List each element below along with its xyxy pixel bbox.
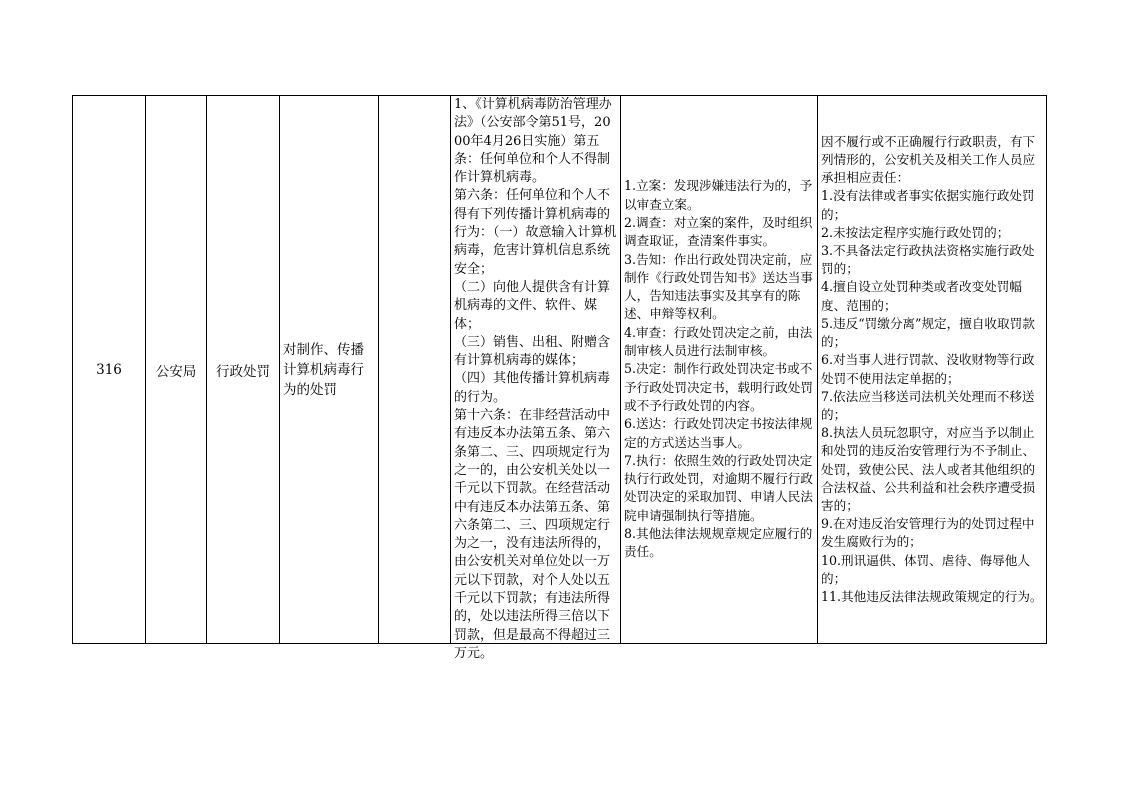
basis-paragraph: （二）向他人提供含有计算机病毒的文件、软件、媒体； xyxy=(454,279,611,332)
process-cell xyxy=(621,96,818,644)
liability-item: 9.在对违反治安管理行为的处罚过程中发生腐败行为的； xyxy=(821,516,1035,550)
sub-item-cell xyxy=(379,96,451,644)
process-step: 1.立案：发现涉嫌违法行为的，予以审查立案。 xyxy=(624,178,813,212)
table-row xyxy=(73,96,1047,644)
process-step: 8.其他法律法规规章规定应履行的责任。 xyxy=(624,526,813,560)
liability-item: 3.不具备法定行政执法资格实施行政处罚的； xyxy=(821,243,1035,277)
process-step: 2.调查：对立案的案件，及时组织调查取证，查清案件事实。 xyxy=(624,214,813,249)
item-name-text: 对制作、传播计算机病毒行为的处罚 xyxy=(283,341,364,398)
legal-basis-cell xyxy=(451,96,621,661)
legal-basis-clip xyxy=(451,96,620,661)
liability-item: 4.擅自设立处罚种类或者改变处罚幅度、范围的； xyxy=(821,279,1022,313)
liability-cell xyxy=(818,96,1047,644)
liability-item: 因不履行或不正确履行行政职责，有下列情形的，公安机关及相关工作人员应承担相应责任： xyxy=(821,133,1036,186)
process-step: 7.执行：依照生效的行政处罚决定执行行政处罚，对逾期不履行行政处罚决定的采取加罚、申请人民法院申请强制执行等措施。 xyxy=(624,452,813,523)
process-step: 4.审查：行政处罚决定之前，由法制审核人员进行法制审核。 xyxy=(624,324,813,359)
basis-paragraph: 第六条：任何单位和个人不得有下列传播计算机病毒的行为：（一）故意输入计算机病毒，危害计算机信息系统安全； xyxy=(454,188,617,277)
liability-item: 5.违反“罚缴分离”规定，擅自收取罚款的； xyxy=(821,315,1035,350)
liability-item: 7.依法应当移送司法机关处理而不移送的； xyxy=(821,388,1035,422)
liability-item: 10.刑讯逼供、体罚、虐待、侮辱他人的； xyxy=(821,552,1030,586)
process-step: 3.告知：作出行政处罚决定前，应制作《行政处罚告知书》送达当事人，告知违法事实及其享有的陈述、申辩等权利。 xyxy=(624,251,813,322)
liability-item: 2.未按法定程序实施行政处罚的； xyxy=(821,224,1010,240)
basis-paragraph: 1、《计算机病毒防治管理办法》（公安部令第51号，2000年4月26日实施）第五条：任何单位和个人不得制作计算机病毒。 xyxy=(454,97,612,186)
liability-item: 11.其他违反法律法规政策规定的行为。 xyxy=(821,588,1043,604)
basis-paragraph: 第十六条：在非经营活动中有违反本办法第五条、第六条第二、三、四项规定行为之一的，由公安机关处以一千元以下罚款。在经营活动中有违反本办法第五条、第六条第二、三、四项规定行为之一，没有违法所得的，由公安机关对单位处以一万元以下罚款，对个人处以五千元以下罚款；有违法所得的，处以违法所得三倍以下罚款，但是最高不得超过三万元。 xyxy=(454,408,611,661)
responsibility-table xyxy=(72,95,1047,661)
liability-item: 6.对当事人进行罚款、没收财物等行政处罚不使用法定单据的； xyxy=(821,352,1035,386)
basis-paragraph: （四）其他传播计算机病毒的行为。 xyxy=(454,371,611,405)
basis-paragraph: （三）销售、出租、附赠含有计算机病毒的媒体； xyxy=(454,334,611,369)
row-number: 316 xyxy=(73,96,146,644)
process-step: 5.决定：制作行政处罚决定书或不予行政处罚决定书，载明行政处罚或不予行政处罚的内容。 xyxy=(624,361,813,413)
liability-item: 8.执法人员玩忽职守，对应当予以制止和处罚的违反治安管理行为不予制止、处罚，致使公民、法人或者其他组织的合法权益、公共利益和社会秩序遭受损害的； xyxy=(821,425,1036,513)
liability-item: 1.没有法律或者事实依据实施行政处罚的； xyxy=(821,188,1035,222)
department-cell: 公安局 xyxy=(146,96,207,644)
category-cell: 行政处罚 xyxy=(207,96,280,644)
legal-basis-text xyxy=(454,96,618,663)
item-name-cell xyxy=(280,96,379,644)
process-step: 6.送达：行政处罚决定书按法律规定的方式送达当事人。 xyxy=(624,416,813,450)
